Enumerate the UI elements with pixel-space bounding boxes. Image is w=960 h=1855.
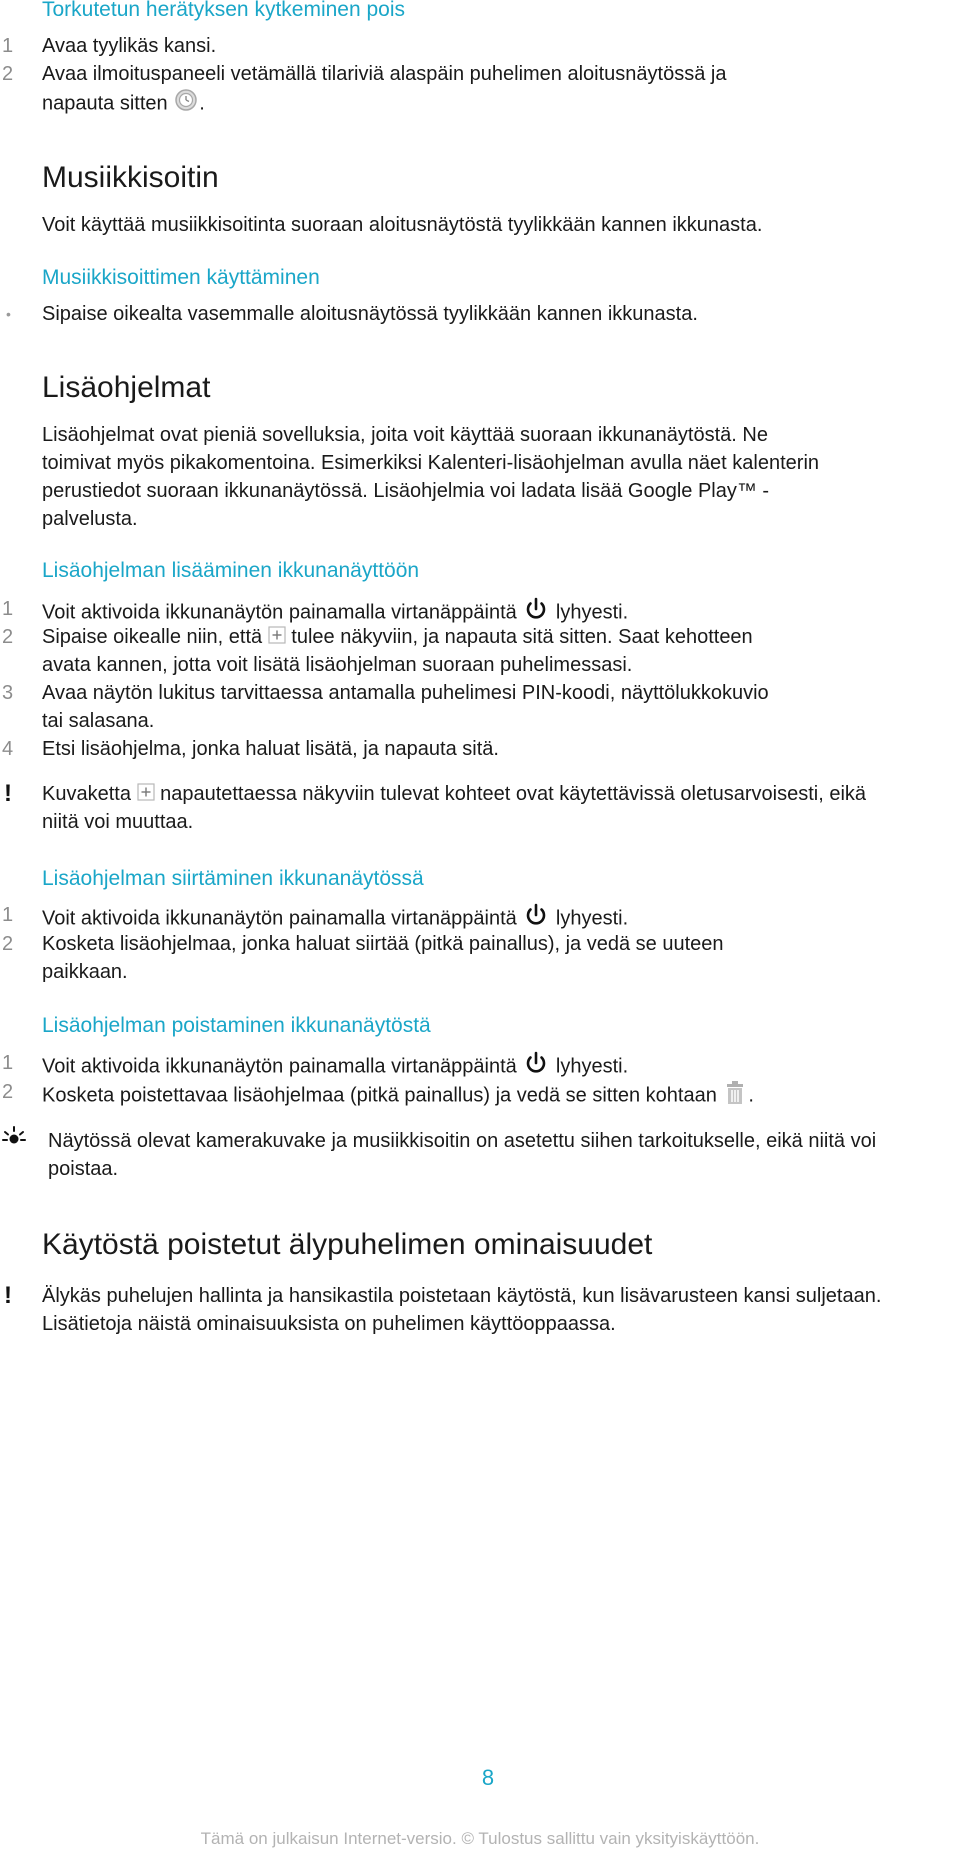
note-block [0,780,960,836]
alarm-clock-icon [173,88,199,120]
step-row [0,595,960,623]
step-row [0,1078,960,1106]
section-title-music-use: Musiikkisoittimen käyttäminen [42,266,320,289]
section-title-move-widget: Lisäohjelman siirtäminen ikkunanäytössä [42,867,424,890]
step-text: Etsi lisäohjelma, jonka haluat lisätä, ja napauta sitä. [42,738,499,760]
paragraph-line: Lisäohjelmat ovat pieniä sovelluksia, joita voit käyttää suoraan ikkunanäytöstä. Ne [42,424,768,446]
step-row [0,32,960,60]
step-text-part: napauta sitten [42,92,168,115]
step-number: 1 [2,904,14,926]
step-text [42,623,753,652]
note-text: Älykäs puhelujen hallinta ja hansikastila poistetaan käytöstä, kun lisävarusteen kansi suljetaan. [42,1285,882,1307]
add-widget-icon [268,624,286,652]
tip-bulb-icon [0,1124,28,1157]
step-number: 3 [2,682,14,704]
step-text: Kosketa lisäohjelmaa, jonka haluat siirtää (pitkä painallus), ja vedä se uuteen [42,933,724,955]
step-text-part: tulee näkyviin, ja napauta sitä sitten. Saat kehotteen [291,626,753,648]
section-title-remove-widget: Lisäohjelman poistaminen ikkunanäytöstä [42,1014,431,1037]
step-row [0,735,960,763]
note-text-cont: niitä voi muuttaa. [42,811,194,833]
heading-disabled-features: Käytöstä poistetut älypuhelimen ominaisuudet [42,1228,653,1261]
step-number: 1 [2,35,14,57]
step-text-cont [42,88,205,120]
bullet-item [0,300,960,328]
step-row [0,930,960,986]
step-text-part: Sipaise oikealle niin, että [42,626,263,648]
step-text-part: Voit aktivoida ikkunanäytön painamalla virtanäppäintä [42,1055,517,1078]
paragraph: Voit käyttää musiikkisoitinta suoraan aloitusnäytöstä tyylikkään kannen ikkunasta. [42,214,763,236]
step-text-cont: avata kannen, jotta voit lisätä lisäohjelman suoraan puhelimessasi. [42,654,633,676]
step-number: 4 [2,738,14,760]
step-text: Avaa tyylikäs kansi. [42,35,217,57]
note-text [42,780,866,809]
step-number: 2 [2,1081,14,1103]
step-text-cont: paikkaan. [42,961,128,983]
step-text-part: lyhyesti. [555,1055,629,1078]
section-title-snooze: Torkutetun herätyksen kytkeminen pois [42,0,406,21]
tip-text: Näytössä olevat kamerakuvake ja musiikkisoitin on asetettu siihen tarkoitukselle, eikä niitä voi [48,1130,877,1152]
step-number: 2 [2,63,14,85]
step-text-part: Voit aktivoida ikkunanäytön painamalla virtanäppäintä [42,601,517,624]
step-text-cont: tai salasana. [42,710,155,732]
paragraph-line: toimivat myös pikakomentoina. Esimerkiksi Kalenteri-lisäohjelman avulla näet kalenterin [42,452,820,474]
step-text-part: . [199,92,205,115]
step-row [0,679,960,735]
note-block [0,1282,960,1338]
heading-widgets: Lisäohjelmat [42,371,211,404]
note-text-cont: Lisätietoja näistä ominaisuuksista on puhelimen käyttöoppaassa. [42,1313,616,1335]
page-number: 8 [481,1765,495,1790]
warning-icon: ! [4,1282,12,1309]
step-row [0,1049,960,1077]
add-widget-icon [137,781,155,809]
tip-text-cont: poistaa. [48,1158,119,1180]
step-text: Avaa näytön lukitus tarvittaessa antamalla puhelimesi PIN-koodi, näyttölukkokuvio [42,682,769,704]
step-text-part: . [748,1084,754,1107]
paragraph-line: palvelusta. [42,508,138,530]
bullet-text: Sipaise oikealta vasemmalle aloitusnäytössä tyylikkään kannen ikkunasta. [42,303,698,325]
step-row [0,901,960,929]
tip-block [0,1124,960,1180]
step-row [0,623,960,679]
footer-legal: Tämä on julkaisun Internet-versio. © Tulostus sallittu vain yksityiskäyttöön. [200,1829,760,1848]
note-text-part: Kuvaketta [42,783,131,805]
paragraph-line: perustiedot suoraan ikkunanäytössä. Lisäohjelmia voi ladata lisää Google Play™ - [42,480,770,502]
step-text [42,1078,754,1114]
step-text-part: Kosketa poistettavaa lisäohjelmaa (pitkä painallus) ja vedä se sitten kohtaan [42,1084,717,1107]
step-text: Avaa ilmoituspaneeli vetämällä tilariviä alaspäin puhelimen aloitusnäytössä ja [42,63,727,85]
section-title-add-widget: Lisäohjelman lisääminen ikkunanäyttöön [42,559,420,582]
step-text-part: Voit aktivoida ikkunanäytön painamalla virtanäppäintä [42,907,517,930]
step-number: 1 [2,598,14,620]
note-text-part: napautettaessa näkyviin tulevat kohteet ovat käytettävissä oletusarvoisesti, eikä [160,783,867,805]
bullet-mark: • [6,306,11,322]
warning-icon: ! [4,780,12,807]
trash-icon [722,1078,748,1114]
step-number: 2 [2,626,14,648]
step-number: 1 [2,1052,14,1074]
step-text-part: lyhyesti. [555,601,629,624]
step-row [0,60,960,116]
step-number: 2 [2,933,14,955]
step-text-part: lyhyesti. [555,907,629,930]
heading-music-player: Musiikkisoitin [42,161,219,194]
